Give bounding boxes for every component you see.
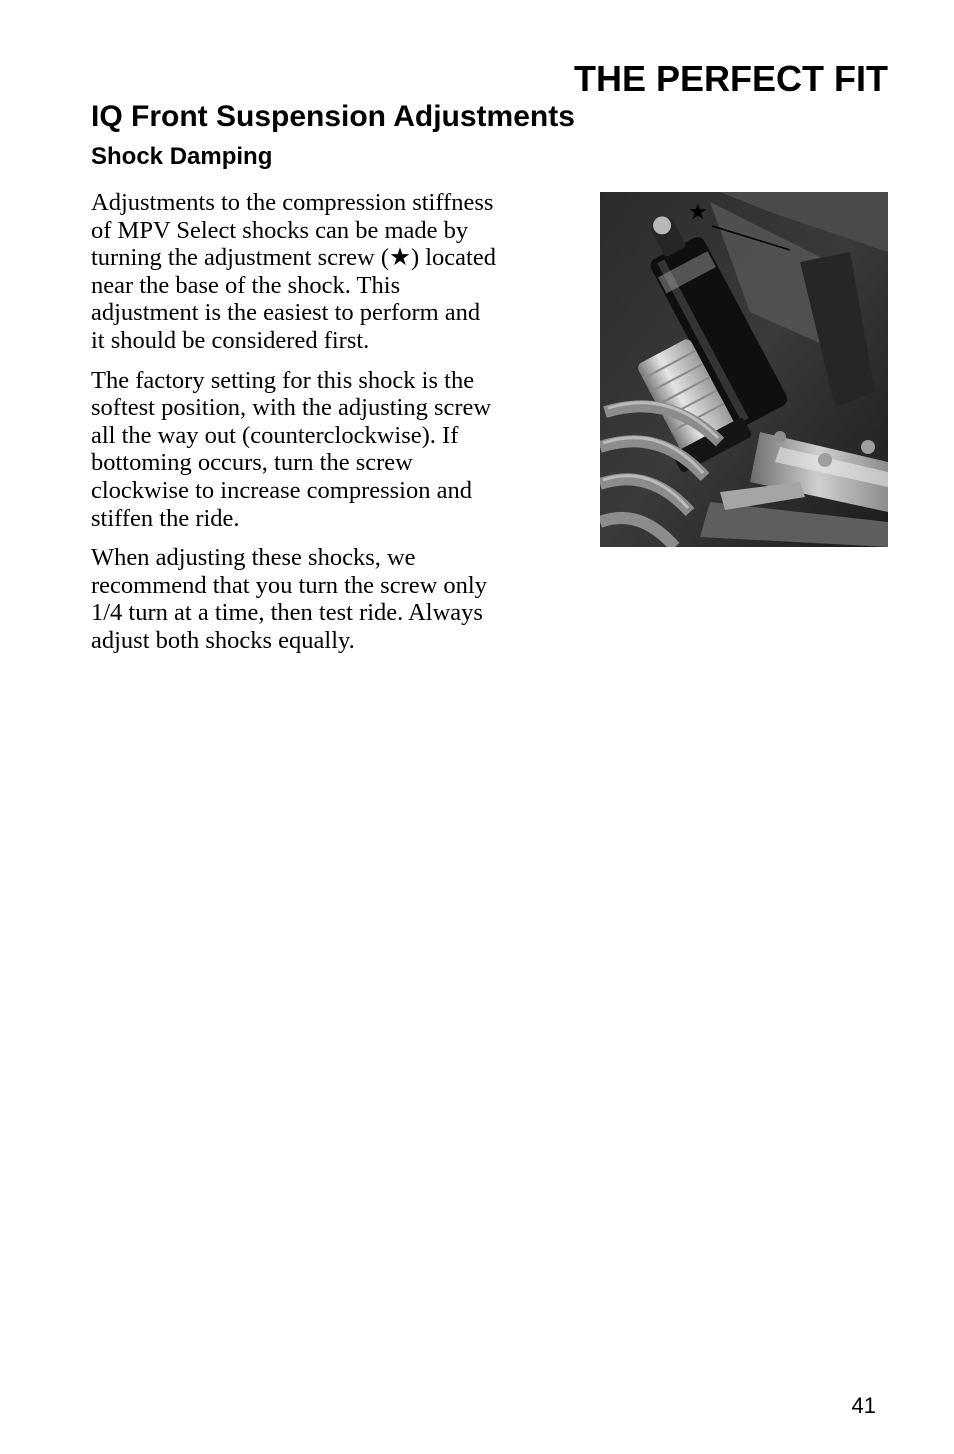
shock-photo <box>600 192 888 547</box>
photo-bolt-3 <box>774 431 786 443</box>
paragraph-adjusting-tips: When adjusting these shocks, we recommend that you turn the screw only 1/4 turn at a time, then test ride. Always adjust both shocks equally. <box>91 544 487 654</box>
paragraph-compression: Adjustments to the compression stiffness of MPV Select shocks can be made by turning the adjustment screw (★) located near the base of the shock. This adjustment is the easiest to perform and it should be considered first. <box>91 189 496 354</box>
subsection-title: Shock Damping <box>91 143 273 170</box>
shock-photo-illustration <box>600 192 888 547</box>
star-callout-icon: ★ <box>688 200 708 225</box>
photo-bolt-2 <box>861 440 875 454</box>
page-number: 41 <box>851 1393 876 1418</box>
section-title: IQ Front Suspension Adjustments <box>91 100 575 133</box>
paragraph-factory-setting: The factory setting for this shock is the softest position, with the adjusting screw all the way out (counterclockwise). If bottoming occurs, turn the screw clockwise to increase compression and stiffen the ride. <box>91 366 492 532</box>
chapter-title: THE PERFECT FIT <box>574 58 888 99</box>
body-text <box>91 189 563 667</box>
photo-bolt-1 <box>818 453 832 467</box>
